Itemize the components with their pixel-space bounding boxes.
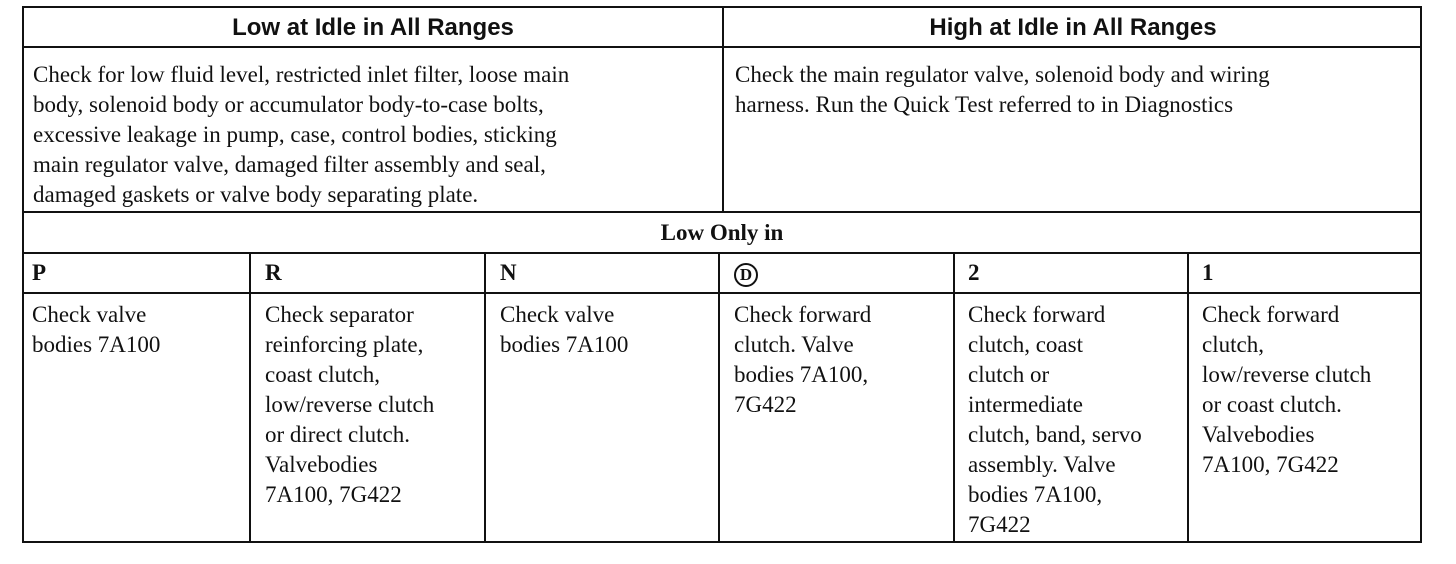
- range-label-d: [734, 254, 758, 292]
- rule: [24, 292, 1420, 294]
- rule: [718, 252, 720, 541]
- overdrive-circle-icon: D: [734, 263, 758, 287]
- high-idle-header: High at Idle in All Ranges: [929, 14, 1217, 41]
- range-cell-d: Check forward clutch. Valve bodies 7A100, 7G422: [734, 302, 872, 417]
- range-cell-2: Check forward clutch, coast clutch or intermediate clutch, band, servo assembly. Valve bodies 7A100, 7G422: [968, 302, 1142, 537]
- range-label-r: R: [265, 260, 282, 285]
- range-label-2: 2: [968, 260, 980, 285]
- range-cell-1: Check forward clutch, low/reverse clutch or coast clutch. Valvebodies 7A100, 7G422: [1202, 302, 1372, 477]
- rule: [484, 252, 486, 541]
- rule: [249, 252, 251, 541]
- high-idle-text: Check the main regulator valve, solenoid body and wiring harness. Run the Quick Test referred to in Diagnostics: [735, 62, 1270, 117]
- low-only-header: Low Only in: [660, 220, 784, 245]
- range-cell-n: Check valve bodies 7A100: [500, 302, 629, 357]
- range-label-1: 1: [1202, 260, 1214, 285]
- range-label-n: N: [500, 260, 517, 285]
- rule: [953, 252, 955, 541]
- rule: [1187, 252, 1189, 541]
- range-cell-p: Check valve bodies 7A100: [32, 302, 161, 357]
- range-cell-r: Check separator reinforcing plate, coast clutch, low/reverse clutch or direct clutch. Valvebodies 7A100, 7G422: [265, 302, 435, 507]
- low-idle-header: Low at Idle in All Ranges: [232, 14, 514, 41]
- low-idle-text: Check for low fluid level, restricted inlet filter, loose main body, solenoid body or accumulator body-to-case bolts, excessive leakage in pump, case, control bodies, sticking main regulator valve, damaged filter assembly and seal, damaged gaskets or valve body separating plate.: [33, 62, 570, 207]
- diagnosis-table: [22, 6, 1422, 543]
- range-label-p: P: [32, 260, 47, 285]
